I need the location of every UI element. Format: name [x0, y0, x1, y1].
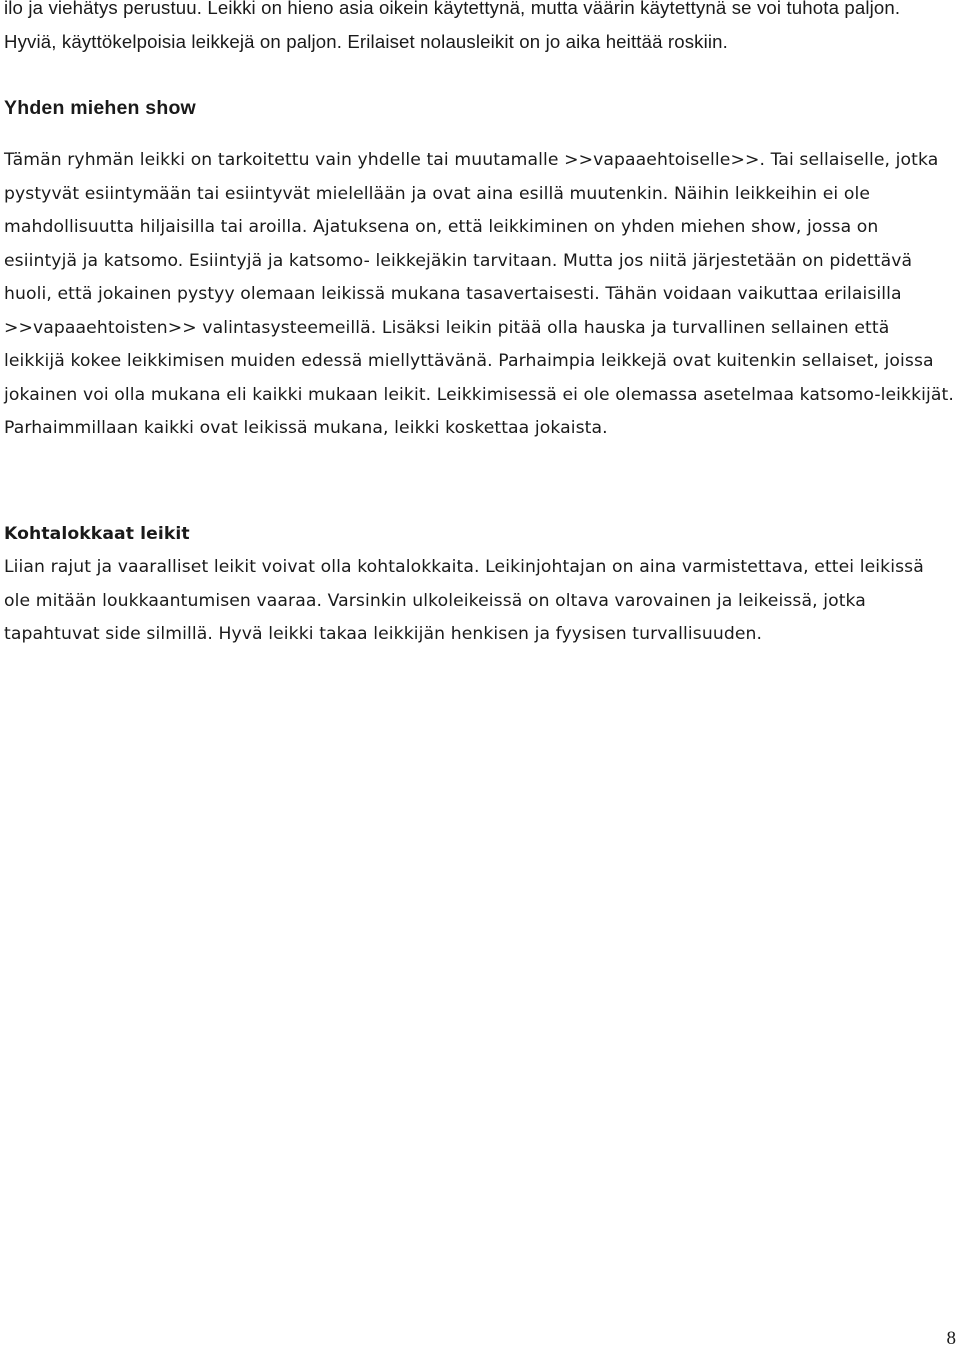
intro-paragraph: ilo ja viehätys perustuu. Leikki on hieno asia oikein käytettynä, mutta väärin käytettynä se voi tuhota paljon. Hyviä, käyttökelpoisia leikkejä on paljon. Erilaiset nolausleikit on jo aika heittää roskiin.	[4, 0, 901, 52]
section-body-kohtalokkaat-leikit: Liian rajut ja vaaralliset leikit voivat olla kohtalokkaita. Leikinjohtajan on aina varmistettava, ettei leikissä ole mitään loukkaantumisen vaaraa. Varsinkin ulkoleikeissä on oltava varovainen ja leikeissä, jotka tapahtuvat side silmillä. Hyvä leikki takaa leikkijän henkisen ja fyysisen turvallisuuden.	[4, 557, 924, 644]
section-heading-yhden-miehen-show: Yhden miehen show	[4, 97, 196, 119]
section-heading-kohtalokkaat-leikit: Kohtalokkaat leikit	[4, 524, 190, 544]
section-body-yhden-miehen-show: Tämän ryhmän leikki on tarkoitettu vain yhdelle tai muutamalle >>vapaaehtoiselle>>. Tai sellaiselle, jotka pystyvät esiintymään tai esiintyvät mielellään ja ovat aina esillä muutenkin. Näihin leikkeihin ei ole mahdollisuutta hiljaisilla tai aroilla. Ajatuksena on, että leikkiminen on yhden miehen show, jossa on esiintyjä ja katsomo. Esiintyjä ja katsomo- leikkejäkin tarvitaan. Mutta jos niitä järjestetään on pidettävä huoli, että jokainen pystyy olemaan leikissä mukana tasavertaisesti. Tähän voidaan vaikuttaa erilaisilla >>vapaaehtoisten>> valintasysteemeillä. Lisäksi leikin pitää olla hauska ja turvallinen sellainen että leikkijä kokee leikkimisen muiden edessä miellyttävänä. Parhaimpia leikkejä ovat kuitenkin sellaiset, joissa jokainen voi olla mukana eli kaikki mukaan leikit. Leikkimisessä ei ole olemassa asetelmaa katsomo-leikkijät. Parhaimmillaan kaikki ovat leikissä mukana, leikki koskettaa jokaista.	[4, 150, 954, 438]
page-number: 8	[946, 1328, 956, 1349]
